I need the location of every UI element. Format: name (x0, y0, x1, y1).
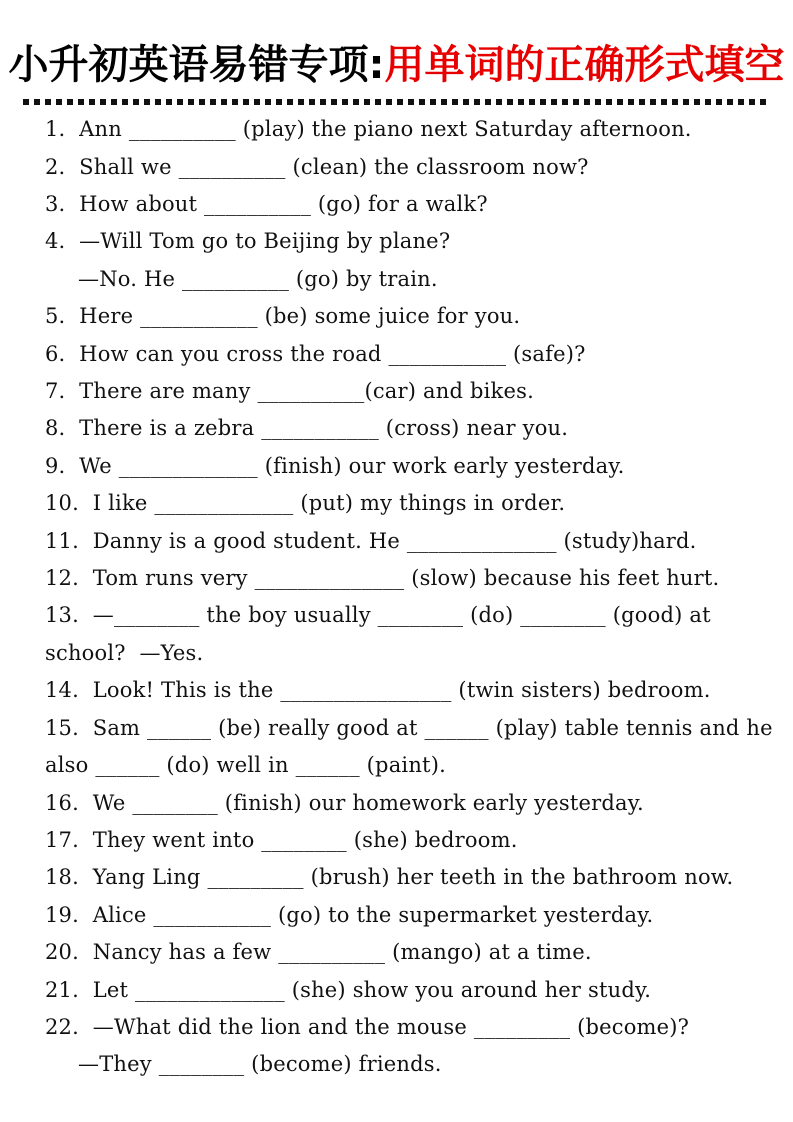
question-line-continuation: —No. He __________ (go) by train. (78, 266, 438, 291)
question-line: 12. Tom runs very ______________ (slow) because his feet hurt. (45, 566, 720, 591)
question-line: 18. Yang Ling _________ (brush) her teeth in the bathroom now. (45, 865, 734, 890)
question-line: 6. How can you cross the road ___________ (safe)? (45, 341, 586, 366)
question-line: 8. There is a zebra ___________ (cross) near you. (45, 416, 569, 441)
question-line-continuation: also ______ (do) well in ______ (paint). (45, 753, 446, 778)
question-line-continuation: school? —Yes. (45, 640, 204, 665)
question-line: 15. Sam ______ (be) really good at ______ (play) table tennis and he (45, 715, 773, 740)
question-line: 16. We ________ (finish) our homework early yesterday. (45, 790, 644, 815)
question-line: 14. Look! This is the ________________ (twin sisters) bedroom. (45, 678, 711, 703)
question-line: 20. Nancy has a few __________ (mango) at a time. (45, 940, 592, 965)
question-line: 4. —Will Tom go to Beijing by plane? (45, 229, 451, 254)
question-line: 17. They went into ________ (she) bedroom. (45, 827, 518, 852)
question-line: 5. Here ___________ (be) some juice for you. (45, 304, 521, 329)
title-black-segment: 小升初英语易错专项: (8, 42, 385, 88)
question-line: 10. I like _____________ (put) my things in order. (45, 491, 566, 516)
question-line: 13. —________ the boy usually ________ (do) ________ (good) at (45, 603, 711, 628)
question-list (0, 105, 793, 1084)
question-line: 2. Shall we __________ (clean) the classroom now? (45, 154, 589, 179)
question-line: 21. Let ______________ (she) show you around her study. (45, 977, 652, 1002)
question-line: 7. There are many __________(car) and bikes. (45, 379, 534, 404)
page-title (0, 0, 793, 89)
question-line: 11. Danny is a good student. He ______________ (study)hard. (45, 528, 697, 553)
question-line: 19. Alice ___________ (go) to the supermarket yesterday. (45, 902, 654, 927)
question-line: 9. We _____________ (finish) our work early yesterday. (45, 453, 625, 478)
question-line: 1. Ann __________ (play) the piano next Saturday afternoon. (45, 117, 692, 142)
question-line-continuation: —They ________ (become) friends. (78, 1052, 442, 1077)
question-line: 22. —What did the lion and the mouse _________ (become)? (45, 1014, 690, 1039)
title-red-segment: 用单词的正确形式填空 (384, 42, 785, 88)
question-line: 3. How about __________ (go) for a walk? (45, 192, 488, 216)
